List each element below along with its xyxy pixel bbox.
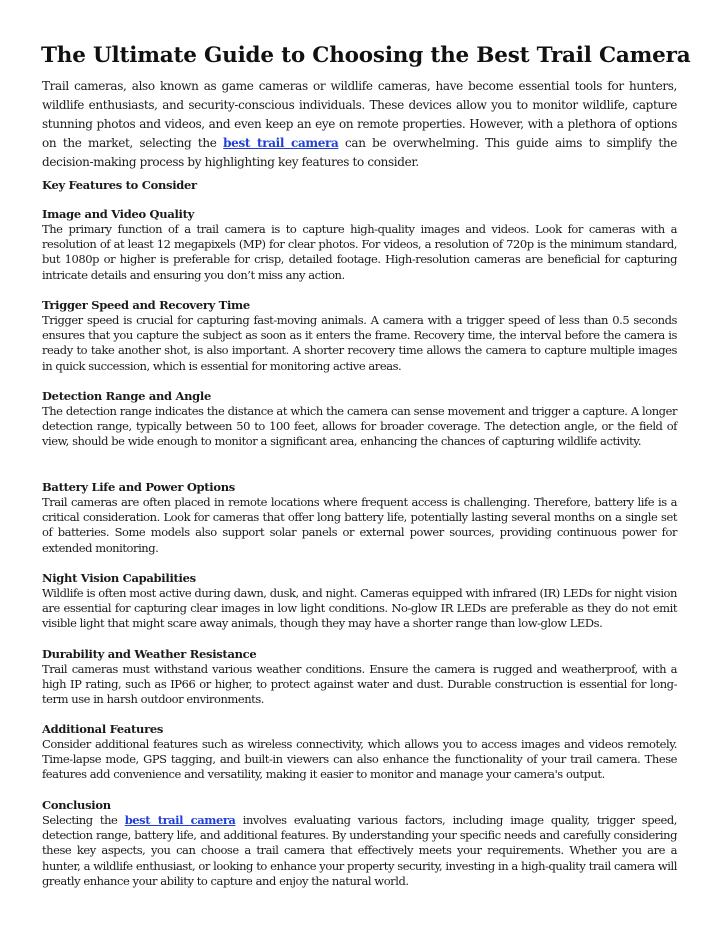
page-title: The Ultimate Guide to Choosing the Best Trail Camera (41, 43, 691, 68)
section-heading: Night Vision Capabilities (42, 571, 196, 585)
conclusion-text-after: involves evaluating various factors, including image quality, trigger speed, detection range, battery life, and additional features. By understanding your specific needs and carefully considering these key aspects, you can choose a trail camera that effectively meets your requirements. Whether you are a hunter, a wildlife enthusiast, or looking to enhance your property security, investing in a high-quality trail camera will greatly enhance your ability to capture and enjoy the natural world. (42, 813, 677, 888)
section-text: The primary function of a trail camera is to capture high-quality images and videos. Look for cameras with a resolution of at least 12 megapixels (MP) for clear photos. For videos, a resolution of 720p is the minimum standard, but 1080p or higher is preferable for crisp, detailed footage. High-resolution cameras are beneficial for capturing intricate details and ensuring you don’t miss any action. (42, 222, 677, 282)
section-heading: Detection Range and Angle (42, 389, 211, 403)
section-additional-features (42, 722, 677, 783)
section-text: Wildlife is often most active during dawn, dusk, and night. Cameras equipped with infrared (IR) LEDs for night vision are essential for capturing clear images in low light conditions. No-glow IR LEDs are preferable as they do not emit visible light that might scare away animals, though they may have a shorter range than low-glow LEDs. (42, 586, 677, 631)
section-text: Trigger speed is crucial for capturing fast-moving animals. A camera with a trigger speed of less than 0.5 seconds ensures that you capture the subject as soon as it enters the frame. Recovery time, the interval before the camera is ready to take another shot, is also important. A shorter recovery time allows the camera to capture multiple images in quick succession, which is essential for monitoring active areas. (42, 313, 677, 373)
conclusion-heading: Conclusion (42, 798, 111, 812)
section-night-vision (42, 571, 677, 632)
section-text: The detection range indicates the distance at which the camera can sense movement and trigger a capture. A longer detection range, typically between 50 to 100 feet, allows for broader coverage. The detection angle, or the field of view, should be wide enough to monitor a significant area, enhancing the chances of capturing wildlife activity. (42, 404, 677, 449)
section-heading: Durability and Weather Resistance (42, 647, 257, 661)
section-text: Trail cameras must withstand various weather conditions. Ensure the camera is rugged and weatherproof, with a high IP rating, such as IP66 or higher, to protect against water and dust. Durable construction is essential for long-term use in harsh outdoor environments. (42, 662, 677, 707)
conclusion-text (42, 813, 677, 889)
best-trail-camera-link[interactable]: best trail camera (124, 813, 236, 827)
section-image-video-quality (42, 207, 677, 283)
section-text: Consider additional features such as wireless connectivity, which allows you to access images and videos remotely. Time-lapse mode, GPS tagging, and built-in viewers can also enhance the functionality of your trail camera. These features add convenience and versatility, making it easier to monitor and manage your camera's output. (42, 737, 677, 782)
section-heading: Trigger Speed and Recovery Time (42, 298, 250, 312)
section-heading: Additional Features (42, 722, 164, 736)
section-text: Trail cameras are often placed in remote locations where frequent access is challenging. Therefore, battery life is a critical consideration. Look for cameras that offer long battery life, potentially lasting several months on a single set of batteries. Some models also support solar panels or external power sources, providing continuous power for extended monitoring. (42, 495, 677, 555)
section-heading: Battery Life and Power Options (42, 480, 235, 494)
intro-text-before: Trail cameras, also known as game cameras or wildlife cameras, have become essential tools for hunters, wildlife enthusiasts, and security-conscious individuals. These devices allow you to monitor wildlife, capture stunning photos and videos, and even keep an eye on remote properties. However, with a plethora of options on the market, selecting the (42, 79, 677, 150)
key-features-heading: Key Features to Consider (42, 178, 197, 192)
best-trail-camera-link[interactable]: best trail camera (223, 136, 339, 150)
intro-paragraph (42, 77, 677, 172)
intro-text-after: can be overwhelming. This guide aims to simplify the decision-making process by highlighting key features to consider. (42, 136, 677, 169)
section-trigger-speed (42, 298, 677, 374)
conclusion-text-before: Selecting the (42, 813, 125, 827)
section-conclusion (42, 798, 677, 889)
section-durability (42, 647, 677, 708)
section-heading: Image and Video Quality (42, 207, 195, 221)
section-battery-life (42, 480, 677, 556)
section-detection-range (42, 389, 677, 450)
